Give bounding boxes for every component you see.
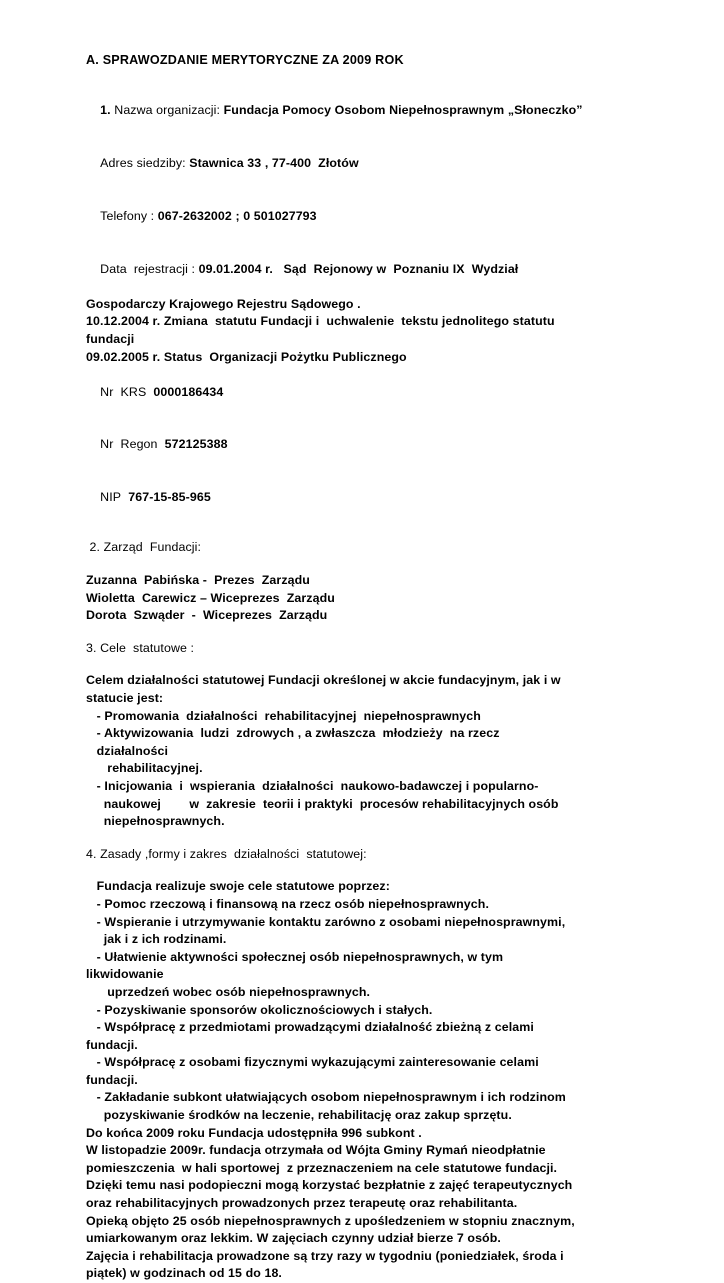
section4-paragraph-line: oraz rehabilitacyjnych prowadzonych przez terapeutę oraz rehabilitanta.	[86, 1196, 518, 1211]
registration-label: Data rejestracji :	[100, 261, 196, 276]
board-member: Dorota Szwąder - Wiceprezes Zarządu	[86, 608, 328, 623]
section4-heading: 4. Zasady ,formy i zakres działalności statutowej:	[86, 846, 367, 861]
section3-item: rehabilitacyjnej.	[86, 761, 203, 776]
section4-paragraph-line: pomieszczenia w hali sportowej z przeznaczeniem na cele statutowe fundacji.	[86, 1160, 558, 1175]
section3-item: działalności	[86, 743, 169, 758]
section4-paragraph-line: piątek) w godzinach od 15 do 18.	[86, 1266, 282, 1281]
regon-line	[86, 419, 652, 472]
section4-item: pozyskiwanie środków na leczenie, rehabilitację oraz zakup sprzętu.	[86, 1108, 512, 1123]
board-member: Wioletta Carewicz – Wiceprezes Zarządu	[86, 590, 335, 605]
opp-status-line: 09.02.2005 r. Status Organizacji Pożytku Publicznego	[86, 349, 407, 364]
section2-heading: 2. Zarząd Fundacji:	[86, 540, 202, 555]
section4-item: - Współpracę z przedmiotami prowadzącymi działalność zbieżną z celami	[86, 1020, 534, 1035]
section4-item: - Współpracę z osobami fizycznymi wykazującymi zainteresowanie celami	[86, 1055, 539, 1070]
spacer	[86, 625, 652, 640]
spacer	[86, 70, 652, 85]
spacer	[86, 557, 652, 572]
registration-line	[86, 243, 652, 296]
section4-item: - Pomoc rzeczową i finansową na rzecz osób niepełnosprawnych.	[86, 896, 490, 911]
section4-paragraph-line: Do końca 2009 roku Fundacja udostępniła 996 subkont .	[86, 1125, 422, 1140]
section3-item: naukowej w zakresie teorii i praktyki procesów rehabilitacyjnych osób	[86, 796, 559, 811]
section3-heading: 3. Cele statutowe :	[86, 640, 195, 655]
regon-value: 572125388	[164, 437, 228, 452]
phones-value: 067-2632002 ; 0 501027793	[157, 208, 317, 223]
section4-item: - Pozyskiwanie sponsorów okolicznościowych i stałych.	[86, 1002, 433, 1017]
section4-item: jak i z ich rodzinami.	[86, 932, 227, 947]
statute-change-line-1: 10.12.2004 r. Zmiana statutu Fundacji i uchwalenie tekstu jednolitego statutu	[86, 314, 555, 329]
section4-paragraph-line: Opieką objęto 25 osób niepełnosprawnych z upośledzeniem w stopniu znacznym,	[86, 1213, 575, 1228]
section4-paragraph-line: Dzięki temu nasi podopieczni mogą korzystać bezpłatnie z zajęć terapeutycznych	[86, 1178, 573, 1193]
krs-line	[86, 366, 652, 419]
address-label: Adres siedziby:	[100, 155, 186, 170]
section4-item: uprzedzeń wobec osób niepełnosprawnych.	[86, 984, 371, 999]
section3-item: - Promowania działalności rehabilitacyjnej niepełnosprawnych	[86, 708, 481, 723]
spacer	[86, 657, 652, 672]
spacer	[86, 831, 652, 846]
nip-label: NIP	[100, 490, 122, 505]
regon-label: Nr Regon	[100, 437, 158, 452]
section4-paragraph-line: W listopadzie 2009r. fundacja otrzymała od Wójta Gminy Rymań nieodpłatnie	[86, 1143, 546, 1158]
section4-item: fundacji.	[86, 1072, 138, 1087]
registration-value: 09.01.2004 r. Sąd Rejonowy w Poznaniu IX Wydział	[198, 261, 519, 276]
section4-paragraph-line: Zajęcia i rehabilitacja prowadzone są trzy razy w tygodniu (poniedziałek, środa i	[86, 1248, 564, 1263]
page-title: A. SPRAWOZDANIE MERYTORYCZNE ZA 2009 ROK	[86, 53, 404, 67]
section3-item: - Inicjowania i wspierania działalności naukowo-badawczej i popularno-	[86, 778, 539, 793]
org-name-value: Fundacja Pomocy Osobom Niepełnosprawnym „Słoneczko”	[223, 103, 583, 118]
spacer	[86, 863, 652, 878]
org-name-label: Nazwa organizacji:	[114, 103, 221, 118]
section3-intro-1: Celem działalności statutowej Fundacji określonej w akcie fundacyjnym, jak i w	[86, 673, 561, 688]
statute-change-line-2: fundacji	[86, 331, 135, 346]
phones-label: Telefony :	[100, 208, 155, 223]
section4-item: - Zakładanie subkont ułatwiających osobom niepełnosprawnym i ich rodzinom	[86, 1090, 566, 1105]
org-name-line	[86, 85, 652, 138]
nip-line	[86, 472, 652, 525]
address-line	[86, 137, 652, 190]
nip-value: 767-15-85-965	[128, 490, 211, 505]
board-member: Zuzanna Pabińska - Prezes Zarządu	[86, 573, 310, 588]
krs-value: 0000186434	[153, 384, 224, 399]
section4-item: fundacji.	[86, 1037, 138, 1052]
section4-paragraph-line: umiarkowanym oraz lekkim. W zajęciach czynny udział bierze 7 osób.	[86, 1231, 501, 1246]
section1-number: 1.	[100, 103, 111, 118]
address-value: Stawnica 33 , 77-400 Złotów	[189, 155, 359, 170]
section4-lead: Fundacja realizuje swoje cele statutowe poprzez:	[86, 879, 390, 894]
registration-line-2: Gospodarczy Krajowego Rejestru Sądowego .	[86, 296, 361, 311]
section3-item: niepełnosprawnych.	[86, 814, 225, 829]
section4-item: - Wspieranie i utrzymywanie kontaktu zarówno z osobami niepełnosprawnymi,	[86, 914, 566, 929]
section3-intro-2: statucie jest:	[86, 691, 164, 705]
spacer	[86, 524, 652, 539]
section3-item: - Aktywizowania ludzi zdrowych , a zwłaszcza młodzieży na rzecz	[86, 726, 500, 741]
phones-line	[86, 190, 652, 243]
krs-label: Nr KRS	[100, 384, 147, 399]
section4-item: likwidowanie	[86, 967, 164, 982]
section4-item: - Ułatwienie aktywności społecznej osób niepełnosprawnych, w tym	[86, 949, 504, 964]
